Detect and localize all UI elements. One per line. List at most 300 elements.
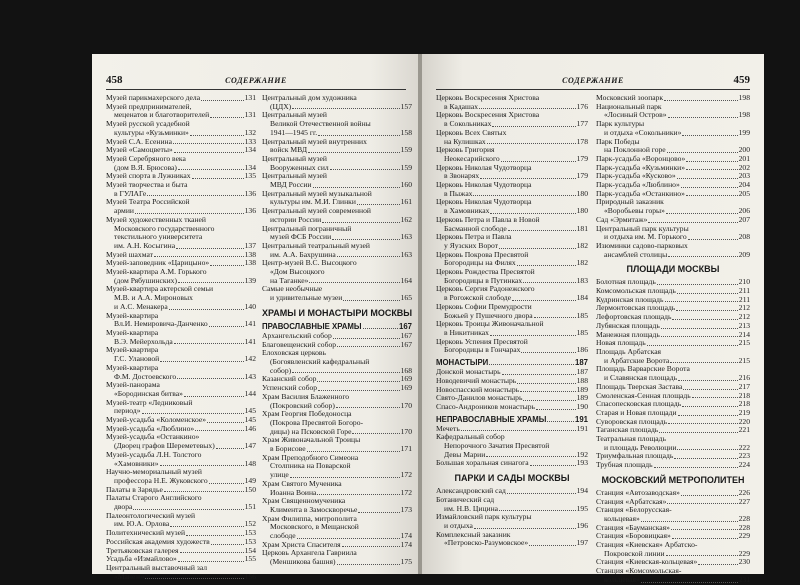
toc-entry	[596, 242, 750, 259]
page-ref: 211	[738, 286, 750, 296]
right-page	[422, 54, 764, 584]
entry-title: Центральный музей	[262, 110, 327, 120]
leader-dots	[154, 256, 244, 257]
entry-title: Центральный выставочный зал	[106, 562, 208, 572]
page-ref: 218	[738, 390, 750, 400]
entry-continuation: профессора Н.Е. Жуковского	[114, 475, 208, 485]
toc-entry	[596, 138, 750, 155]
entry-title: Церковь Григория	[436, 145, 495, 155]
toc-entry	[436, 164, 588, 181]
page-ref: 193	[576, 458, 588, 468]
entry-title: Усадьба «Измайлово»	[106, 554, 177, 564]
entry-continuation: в Сокольниках	[444, 119, 492, 129]
entry-continuation: им. Н.В. Цицина	[444, 503, 499, 513]
toc-list	[436, 94, 588, 355]
entry-title: Комплексный заказник	[436, 529, 511, 539]
toc-entry	[262, 454, 412, 471]
page-ref: 171	[400, 444, 412, 454]
page-ref: 136	[244, 188, 256, 198]
leader-dots	[523, 400, 575, 401]
right-column-1	[436, 94, 588, 548]
entry-title: Научно-мемориальный музей	[106, 467, 202, 477]
entry-continuation: на Таганке»	[270, 275, 309, 285]
leader-dots	[292, 372, 399, 373]
entry-title: Музей художественных тканей	[106, 214, 206, 224]
page-ref: 165	[400, 293, 412, 303]
entry-title: Музей «Самоцветы»	[106, 145, 173, 155]
page-ref: 168	[400, 365, 412, 375]
entry-title: Центральный парк культуры	[596, 223, 689, 233]
page-ref: 177	[576, 119, 588, 129]
header-rule	[436, 89, 750, 90]
toc-entry	[106, 155, 256, 172]
leader-dots	[666, 555, 738, 556]
leader-dots	[681, 187, 738, 188]
entry-continuation: Великой Отечественной войны	[270, 119, 371, 129]
page-ref: 211	[738, 294, 750, 304]
entry-continuation: в Хамовниках	[444, 206, 490, 216]
leader-dots	[317, 494, 399, 495]
leader-dots	[332, 239, 399, 240]
entry-title: Суворовская площадь	[596, 416, 668, 426]
leader-dots	[486, 456, 575, 457]
page-ref: 176	[576, 101, 588, 111]
toc-entry	[436, 181, 588, 198]
leader-dots	[147, 195, 243, 196]
entry-continuation: и А.С. Менакера	[114, 301, 168, 311]
entry-continuation: и отдыха им. М. Горького	[604, 232, 687, 242]
entry-title: Церковь Софии Премудрости	[436, 301, 532, 311]
leader-dots	[363, 328, 398, 329]
leader-dots	[336, 407, 400, 408]
page-ref: 200	[738, 145, 750, 155]
toc-entry	[106, 181, 256, 198]
leader-dots	[479, 108, 576, 109]
left-page-header	[106, 74, 406, 88]
entry-title: Музей русской усадебной	[106, 119, 190, 129]
entry-continuation: в Борисове	[270, 444, 306, 454]
leader-dots	[668, 117, 738, 118]
entry-title: Церковь Николая Чудотворца	[436, 180, 532, 190]
entry-continuation: (Богоявленский кафедральный	[270, 356, 370, 366]
page-ref: 187	[576, 367, 588, 377]
page-ref: 169	[400, 383, 412, 393]
leader-dots	[683, 389, 737, 390]
leader-dots	[677, 449, 737, 450]
entry-continuation: в ГУЛАГе	[114, 188, 147, 198]
leader-dots	[641, 521, 738, 522]
leader-dots	[671, 529, 738, 530]
page-ref: 132	[244, 127, 256, 137]
leader-dots	[647, 345, 738, 346]
entry-continuation: Ф.М. Достоевского	[114, 371, 177, 381]
entry-title: Церковь Успения Пресвятой	[436, 336, 528, 346]
entry-title: Кафедральный собор	[436, 432, 505, 442]
entry-title: Станция «Комсомольская-	[596, 566, 682, 576]
page-ref: 160	[400, 180, 412, 190]
page-ref: 190	[576, 401, 588, 411]
entry-title: Церковь Воскресения Христова	[436, 93, 540, 102]
entry-continuation: В.Э. Мейерхольда	[114, 336, 173, 346]
entry-continuation: «Лосиный Остров»	[604, 110, 667, 120]
entry-title: Александровский сад	[436, 486, 506, 496]
entry-title: Церковь Рождества Пресвятой	[436, 267, 535, 277]
entry-title: Музей-усадьба «Коломенское»	[106, 415, 207, 425]
toc-entry	[106, 433, 256, 450]
leader-dots	[668, 256, 737, 257]
page-ref: 207	[738, 214, 750, 224]
entry-title: Самые необычные	[262, 284, 323, 294]
subsection-title: ПРАВОСЛАВНЫЕ ХРАМЫ	[262, 321, 362, 331]
entry-continuation: улице	[270, 470, 289, 480]
toc-entry	[106, 399, 256, 416]
entry-title: Измайловский парк культуры	[436, 512, 532, 522]
entry-title: Большая хоральная синагога	[436, 458, 529, 468]
entry-title: Центральный пограничный	[262, 223, 352, 233]
toc-entry	[262, 172, 412, 189]
leader-dots	[492, 126, 575, 127]
entry-title: Музей Театра Российской	[106, 197, 190, 207]
leader-dots	[667, 152, 738, 153]
leader-dots	[313, 187, 400, 188]
entry-continuation: (Дворец графов Шереметевых)	[114, 441, 215, 451]
entry-title: Старая и Новая площади	[596, 407, 677, 417]
leader-dots	[648, 222, 737, 223]
toc-entry	[436, 285, 588, 302]
right-page-number: 459	[733, 74, 750, 86]
right-running-title: СОДЕРЖАНИЕ	[562, 76, 624, 85]
toc-list	[262, 332, 412, 567]
toc-entry	[106, 451, 256, 468]
entry-continuation: Вооруженных сил	[270, 162, 329, 172]
entry-title: Парк-усадьба «Останкино»	[596, 188, 685, 198]
leader-dots	[682, 135, 737, 136]
entry-continuation: в Пыжах	[444, 188, 473, 198]
entry-title: Лефортовская площадь	[596, 312, 672, 322]
entry-title: Церковь Архангела Гавриила	[262, 548, 357, 558]
leader-dots	[682, 406, 737, 407]
entry-title: Церковь Всех Святых	[436, 127, 507, 137]
entry-continuation: им. Ю.А. Орлова	[114, 519, 170, 529]
toc-list	[596, 489, 750, 585]
entry-continuation: (Покровский собор)	[270, 400, 335, 410]
entry-continuation: Неокесарийского	[444, 153, 500, 163]
leader-dots	[292, 108, 399, 109]
leader-dots	[499, 248, 576, 249]
leader-dots	[209, 483, 244, 484]
toc-line	[262, 558, 412, 567]
toc-entry	[436, 496, 588, 513]
entry-title: Таганская площадь	[596, 425, 659, 435]
page-ref: 141	[244, 319, 256, 329]
leader-dots	[665, 301, 738, 302]
entry-title: Новоспасский монастырь	[436, 384, 520, 394]
toc-entry	[436, 338, 588, 355]
leader-dots	[318, 390, 400, 391]
toc-entry	[262, 111, 412, 128]
toc-entry	[262, 549, 412, 566]
toc-entry	[262, 259, 412, 276]
entry-continuation: Непорочного Зачатия Пресвятой	[444, 441, 550, 451]
entry-title: Центральный музей внутренних	[262, 136, 367, 146]
entry-continuation: на Поклонной горе	[604, 145, 666, 155]
leader-dots	[201, 100, 244, 101]
toc-entry	[596, 120, 750, 137]
entry-continuation: кольцевая»	[604, 513, 640, 523]
leader-dots	[352, 433, 399, 434]
page-ref: 159	[400, 162, 412, 172]
leader-dots	[308, 152, 400, 153]
page-ref: 215	[738, 338, 750, 348]
entry-title: Лермонтовская площадь	[596, 303, 676, 313]
leader-dots	[216, 448, 244, 449]
entry-continuation: и отдыха «Сокольники»	[604, 127, 682, 137]
page-ref: 152	[244, 519, 256, 529]
leader-dots	[192, 178, 244, 179]
entry-continuation: в Кадашах	[444, 101, 479, 111]
leader-dots	[164, 491, 244, 492]
entry-title: Музей-квартира	[106, 310, 159, 320]
toc-entry	[262, 190, 412, 207]
entry-title: Храм Живоначальной Троицы	[262, 435, 361, 445]
toc-entry	[106, 512, 256, 529]
page-ref: 167	[400, 330, 412, 340]
entry-continuation: двора	[114, 502, 133, 512]
toc-line	[596, 576, 750, 585]
toc-entry	[436, 531, 588, 548]
toc-entry	[262, 497, 412, 514]
toc-entry	[436, 129, 588, 146]
toc-entry	[262, 94, 412, 111]
toc-entry	[262, 138, 412, 155]
toc-entry	[262, 515, 412, 532]
toc-line	[436, 403, 588, 412]
entry-continuation: культуры «Кузьминки»	[114, 127, 189, 137]
toc-entry	[262, 410, 412, 427]
page-ref: 145	[244, 406, 256, 416]
entry-continuation: меценатов и благотворителей	[114, 110, 210, 120]
page-ref: 209	[738, 249, 750, 259]
entry-title: Парк-усадьба «Люблино»	[596, 180, 680, 190]
leader-dots	[674, 458, 737, 459]
entry-title: Болотная площадь	[596, 277, 656, 287]
toc-list	[436, 425, 588, 469]
entry-continuation: ансамблей столицы	[604, 249, 668, 259]
left-page-number: 458	[106, 74, 123, 86]
leader-dots	[490, 213, 575, 214]
leader-dots	[677, 178, 738, 179]
toc-entry	[106, 216, 256, 233]
toc-line	[436, 539, 588, 548]
page-ref: 173	[400, 504, 412, 514]
leader-dots	[318, 135, 399, 136]
leader-dots	[517, 383, 575, 384]
leader-dots	[507, 493, 576, 494]
page-ref: 154	[244, 545, 256, 555]
entry-title: Станция «Белорусская-	[596, 505, 672, 515]
section-heading: ПАРКИ И САДЫ МОСКВЫ	[454, 473, 570, 484]
entry-title: Площадь Тверская Застава	[596, 381, 683, 391]
section-heading: ПЛОЩАДИ МОСКВЫ	[626, 264, 720, 275]
entry-title: Церковь Петра и Павла	[436, 232, 512, 242]
entry-title: Музей шахмат	[106, 249, 153, 259]
toc-list	[106, 94, 256, 581]
page-ref: 224	[738, 460, 750, 470]
page-ref: 212	[738, 303, 750, 313]
entry-continuation: «Петровско-Разумовское»	[444, 538, 529, 548]
page-ref: 229	[738, 548, 750, 558]
page-ref: 183	[576, 275, 588, 285]
toc-line	[262, 294, 412, 303]
entry-title: Станция «Киевская-кольцевая»	[596, 557, 698, 567]
entry-continuation: период»	[114, 406, 141, 416]
leader-dots	[698, 564, 737, 565]
entry-title: Елоховская церковь	[262, 348, 326, 358]
page-ref: 151	[244, 502, 256, 512]
entry-continuation: (дом Рябушинских)	[114, 275, 177, 285]
entry-title: Парк-усадьба «Кусково»	[596, 171, 676, 181]
left-running-title: СОДЕРЖАНИЕ	[225, 76, 287, 85]
leader-dots	[677, 293, 738, 294]
entry-title: Церковь Петра и Павла в Новой	[436, 214, 540, 224]
leader-dots	[661, 336, 738, 337]
entry-title: Центральный музей музыкальной	[262, 188, 372, 198]
entry-title: Музей-квартира А.М. Горького	[106, 267, 207, 277]
page-ref: 144	[244, 388, 256, 398]
entry-title: Музей-театр «Ледниковый	[106, 397, 193, 407]
page-ref: 223	[738, 451, 750, 461]
leader-dots	[207, 422, 244, 423]
entry-title: Музей спорта в Лужниках	[106, 171, 191, 181]
page-ref: 149	[244, 475, 256, 485]
leader-dots	[547, 421, 574, 422]
entry-title: Центральный театральный музей	[262, 240, 370, 250]
leader-dots	[358, 512, 399, 513]
entry-continuation: войск МВД	[270, 145, 308, 155]
entry-title: Храм Святого Мученика	[262, 478, 342, 488]
toc-list	[596, 278, 750, 469]
page-ref: 131	[244, 110, 256, 120]
entry-continuation: в Рогожской слободе	[444, 293, 512, 303]
leader-dots	[523, 282, 575, 283]
page-ref: 182	[576, 240, 588, 250]
entry-continuation: (ЦДХ)	[270, 101, 292, 111]
entry-title: Церковь Николая Чудотворца	[436, 162, 532, 172]
entry-continuation: слободе	[270, 531, 296, 541]
entry-continuation: у Яузских Ворот	[444, 240, 499, 250]
leader-dots	[676, 310, 737, 311]
toc-entry	[262, 207, 412, 224]
page-ref: 184	[576, 293, 588, 303]
page-ref: 153	[244, 536, 256, 546]
page-ref: 228	[738, 522, 750, 532]
page-ref: 141	[244, 336, 256, 346]
entry-title: Палаты в Зарядье	[106, 484, 163, 494]
leader-dots	[290, 477, 400, 478]
entry-continuation: (Покрова Пресвятой Богоро-	[270, 417, 364, 427]
page-ref: 143	[244, 371, 256, 381]
entry-continuation: Климента в Замоскворечье	[270, 504, 358, 514]
leader-dots	[176, 248, 244, 249]
leader-dots	[322, 222, 399, 223]
page-ref: 145	[244, 415, 256, 425]
page-ref: 205	[738, 188, 750, 198]
page-ref: 155	[244, 554, 256, 564]
toc-entry	[436, 268, 588, 285]
entry-title: Манежная площадь	[596, 329, 660, 339]
page-ref: 203	[738, 171, 750, 181]
leader-dots	[686, 169, 738, 170]
page-ref: 167	[400, 339, 412, 349]
page-ref: 139	[244, 275, 256, 285]
entry-title: Центральный музей	[262, 153, 327, 163]
leader-dots	[297, 538, 400, 539]
entry-continuation: кольцевая»	[604, 574, 640, 584]
page-ref: 219	[738, 407, 750, 417]
toc-entry	[436, 233, 588, 250]
toc-entry	[436, 251, 588, 268]
page-ref: 163	[400, 232, 412, 242]
leader-dots	[307, 451, 400, 452]
leader-dots	[686, 161, 737, 162]
page-ref: 191	[574, 414, 588, 424]
entry-title: Площадь Варварские Ворота	[596, 364, 690, 374]
entry-continuation: Богородицы на Филях	[444, 258, 516, 268]
leader-dots	[521, 352, 575, 353]
entry-title: Мечеть	[436, 423, 460, 433]
entry-continuation: «Бородинская битва»	[114, 388, 183, 398]
entry-continuation: Вл.И. Немировича-Данченко	[114, 319, 208, 329]
entry-title: Музей-усадьба «Останкино»	[106, 432, 200, 442]
page-ref: 199	[738, 127, 750, 137]
leader-dots	[461, 430, 576, 431]
entry-title: Архангельский собор	[262, 330, 332, 340]
toc-entry	[262, 393, 412, 410]
leader-dots	[670, 362, 737, 363]
entry-continuation: «Хамовники»	[114, 458, 159, 468]
leader-dots	[667, 503, 737, 504]
toc-entry	[436, 111, 588, 128]
page-ref: 215	[738, 355, 750, 365]
page-ref: 198	[738, 110, 750, 120]
entry-continuation: «Воробьевы горы»	[604, 206, 665, 216]
toc-list	[436, 487, 588, 548]
toc-line	[106, 573, 256, 582]
leader-dots	[178, 561, 244, 562]
toc-entry	[596, 103, 750, 120]
entry-continuation: в Звонарях	[444, 171, 480, 181]
leader-dots	[512, 300, 576, 301]
leader-dots	[489, 364, 574, 365]
toc-entry	[106, 346, 256, 363]
right-page-header	[436, 74, 750, 88]
leader-dots	[209, 326, 244, 327]
page-ref: 181	[576, 223, 588, 233]
page-ref: 138	[244, 258, 256, 268]
page-ref: 180	[576, 206, 588, 216]
entry-title: Центр-музей В.С. Высоцкого	[262, 258, 357, 268]
leader-dots	[686, 195, 738, 196]
leader-dots	[170, 526, 243, 527]
entry-continuation: Московского государственного	[114, 223, 215, 233]
entry-title: Музей-квартира	[106, 362, 159, 372]
leader-dots	[536, 409, 576, 410]
leader-dots	[668, 423, 738, 424]
toc-entry	[596, 225, 750, 242]
toc-entry	[106, 285, 256, 302]
entry-title: Комсомольская площадь	[596, 286, 676, 296]
page-ref: 134	[244, 145, 256, 155]
